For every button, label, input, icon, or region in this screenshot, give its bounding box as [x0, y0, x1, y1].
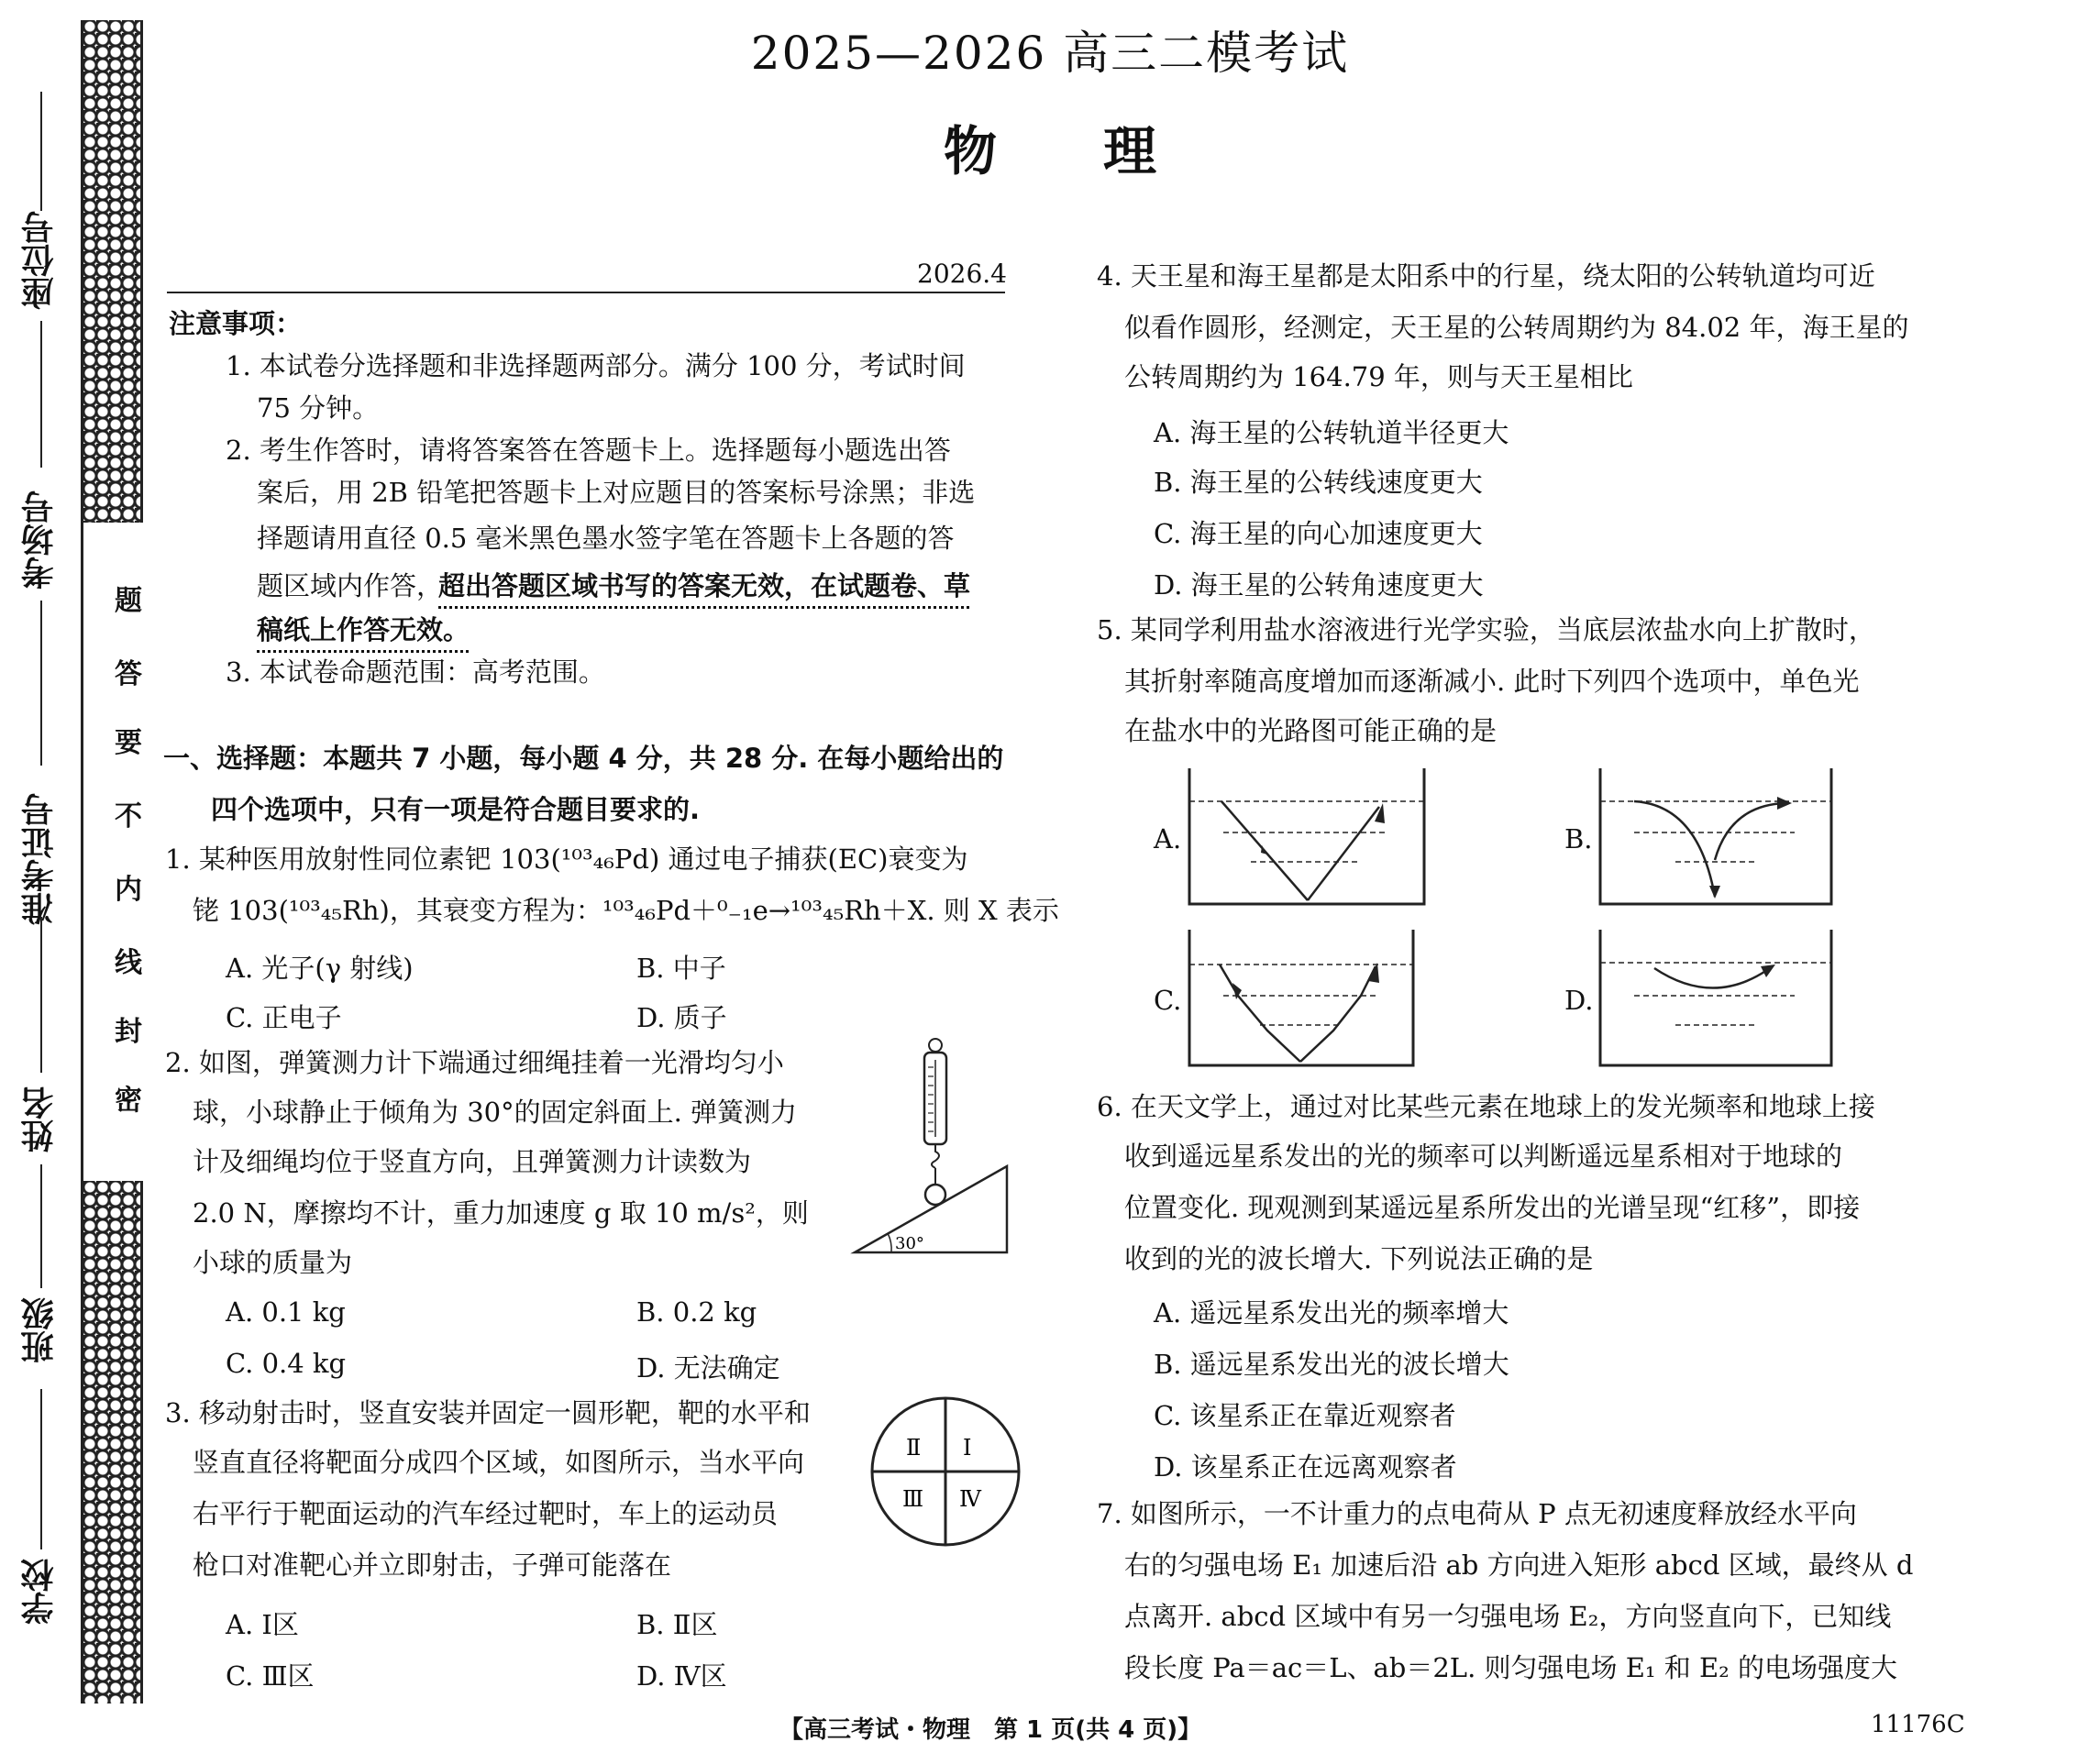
seat-number-label: 座位号	[21, 211, 59, 310]
option: B. 0.2 kg	[636, 1296, 757, 1328]
option: D. 该星系正在远离观察者	[1154, 1451, 1457, 1483]
light-path-a	[1187, 768, 1427, 906]
seal-char: 不	[115, 800, 142, 832]
question-text: 计及细绳均位于竖直方向，且弹簧测力计读数为	[193, 1146, 752, 1177]
question-text: 7. 如图所示，一不计重力的点电荷从 P 点无初速度释放经水平向	[1097, 1498, 1857, 1529]
question-text: 公转周期约为 164.79 年，则与天王星相比	[1124, 361, 1633, 392]
light-path-b	[1597, 768, 1834, 906]
question-text: 6. 在天文学上，通过对比某些元素在地球上的发光频率和地球上接	[1097, 1091, 1875, 1122]
option: A. 光子(γ 射线)	[226, 953, 414, 984]
region-label: Ⅳ	[959, 1486, 981, 1512]
exam-room-field[interactable]	[40, 321, 42, 468]
name-field[interactable]	[40, 917, 42, 1073]
question-text: 点离开. abcd 区域中有另一匀强电场 E₂，方向竖直向下，已知线	[1124, 1601, 1892, 1632]
exam-title: 2025—2026 高三二模考试	[750, 27, 1350, 80]
paper-code: 11176C	[1871, 1711, 1965, 1738]
seal-char: 封	[115, 1016, 142, 1048]
option: D. 海王星的公转角速度更大	[1154, 569, 1484, 601]
admission-number-label: 准考证号	[21, 793, 59, 925]
option: A. 遥远星系发出光的频率增大	[1154, 1297, 1509, 1329]
option: D. Ⅳ区	[636, 1660, 727, 1692]
class-field[interactable]	[40, 1164, 42, 1288]
page-footer: 【高三考试・物理 第 1 页(共 4 页)】	[779, 1716, 1202, 1744]
header-rule	[167, 292, 1005, 293]
figure-label-a: A.	[1154, 823, 1182, 854]
question-text: 3. 移动射击时，竖直安装并固定一圆形靶，靶的水平和	[165, 1397, 811, 1428]
question-text: 铑 103(¹⁰³₄₅Rh)，其衰变方程为：¹⁰³₄₆Pd＋⁰₋₁e→¹⁰³₄₅Rh＋X. 则 X 表示	[193, 895, 1059, 926]
notice-item: 题区域内作答，	[257, 570, 444, 601]
seal-char: 答	[115, 658, 142, 690]
option: B. Ⅱ区	[636, 1609, 718, 1640]
class-label: 班级	[21, 1297, 59, 1363]
question-text: 收到的光的波长增大. 下列说法正确的是	[1124, 1243, 1594, 1274]
section-heading: 四个选项中，只有一项是符合题目要求的.	[211, 794, 701, 825]
notice-item: 案后，用 2B 铅笔把答题卡上对应题目的答案标号涂黑；非选	[257, 477, 976, 508]
angle-label: 30°	[895, 1234, 924, 1253]
question-text: 枪口对准靶心并立即射击，子弹可能落在	[193, 1549, 672, 1581]
option: B. 海王星的公转线速度更大	[1154, 467, 1483, 498]
option: A. 海王星的公转轨道半径更大	[1154, 417, 1509, 448]
seal-char: 题	[115, 585, 142, 617]
border-pattern-bottom	[81, 1181, 143, 1703]
notice-item: 75 分钟。	[257, 392, 380, 424]
exam-date: 2026.4	[917, 259, 1007, 289]
notice-item-emphasis: 稿纸上作答无效。	[257, 614, 470, 645]
figure-label-d: D.	[1564, 985, 1594, 1016]
school-label: 学校	[21, 1559, 59, 1625]
question-text: 小球的质量为	[193, 1247, 353, 1278]
question-text: 右的匀强电场 E₁ 加速后沿 ab 方向进入矩形 abcd 区域，最终从 d	[1124, 1549, 1914, 1581]
question-text: 球，小球静止于倾角为 30°的固定斜面上. 弹簧测力	[193, 1097, 798, 1128]
region-label: Ⅲ	[902, 1486, 924, 1512]
region-label: Ⅰ	[963, 1435, 972, 1461]
question-text: 5. 某同学利用盐水溶液进行光学实验，当底层浓盐水向上扩散时，	[1097, 614, 1875, 645]
exam-room-label: 考场号	[21, 491, 59, 590]
name-label: 姓名	[21, 1086, 59, 1152]
light-path-d	[1597, 930, 1834, 1067]
question-text: 其折射率随高度增加而逐渐减小. 此时下列四个选项中，单色光	[1124, 666, 1860, 697]
spring-scale-figure	[844, 1036, 1018, 1256]
question-text: 右平行于靶面运动的汽车经过靶时，车上的运动员	[193, 1498, 779, 1529]
option: D. 无法确定	[636, 1352, 780, 1384]
admission-number-field[interactable]	[40, 601, 42, 766]
option: C. 正电子	[226, 1002, 342, 1033]
question-text: 1. 某种医用放射性同位素钯 103(¹⁰³₄₆Pd) 通过电子捕获(EC)衰变为	[165, 843, 968, 875]
figure-label-c: C.	[1154, 985, 1182, 1016]
question-text: 竖直直径将靶面分成四个区域，如图所示，当水平向	[193, 1447, 805, 1478]
question-text: 似看作圆形，经测定，天王星的公转周期约为 84.02 年，海王星的	[1124, 312, 1909, 343]
question-text: 4. 天王星和海王星都是太阳系中的行星，绕太阳的公转轨道均可近	[1097, 260, 1875, 292]
notice-heading: 注意事项：	[169, 308, 303, 339]
region-label: Ⅱ	[906, 1435, 922, 1461]
seal-char: 密	[115, 1085, 142, 1117]
notice-item: 2. 考生作答时，请将答案答在答题卡上。选择题每小题选出答	[226, 435, 951, 466]
question-text: 2.0 N，摩擦均不计，重力加速度 g 取 10 m/s²，则	[193, 1197, 809, 1229]
seal-char: 内	[115, 874, 142, 906]
notice-item: 择题请用直径 0.5 毫米黑色墨水签字笔在答题卡上各题的答	[257, 523, 955, 554]
option: C. 0.4 kg	[226, 1348, 347, 1379]
notice-item: 1. 本试卷分选择题和非选择题两部分。满分 100 分，考试时间	[226, 350, 966, 381]
school-field[interactable]	[40, 1389, 42, 1549]
notice-item: 3. 本试卷命题范围：高考范围。	[226, 656, 605, 688]
question-text: 2. 如图，弹簧测力计下端通过细绳挂着一光滑均匀小	[165, 1047, 784, 1078]
question-text: 位置变化. 现观测到某遥远星系所发出的光谱呈现“红移”，即接	[1124, 1192, 1861, 1223]
option: B. 中子	[636, 953, 726, 984]
option: A. Ⅰ区	[226, 1609, 299, 1640]
seal-char: 要	[115, 727, 142, 759]
light-path-c	[1187, 930, 1416, 1067]
option: C. 海王星的向心加速度更大	[1154, 518, 1483, 549]
section-heading: 一、选择题：本题共 7 小题，每小题 4 分，共 28 分. 在每小题给出的	[163, 743, 1004, 774]
subject-title: 物 理	[943, 120, 1156, 182]
target-figure	[868, 1394, 1023, 1549]
seal-char: 线	[115, 947, 142, 979]
option: D. 质子	[636, 1002, 727, 1033]
border-pattern-top	[81, 20, 143, 523]
notice-item-emphasis: 超出答题区域书写的答案无效，在试题卷、草	[438, 570, 971, 601]
incline	[855, 1166, 1007, 1252]
option: C. 该星系正在靠近观察者	[1154, 1400, 1456, 1431]
question-text: 收到遥远星系发出的光的频率可以判断遥远星系相对于地球的	[1124, 1141, 1843, 1172]
option: B. 遥远星系发出光的波长增大	[1154, 1349, 1509, 1380]
option: C. Ⅲ区	[226, 1660, 315, 1692]
question-text: 在盐水中的光路图可能正确的是	[1124, 715, 1498, 746]
binding-line	[81, 523, 83, 1181]
question-text: 段长度 Pa＝ac＝L、ab＝2L. 则匀强电场 E₁ 和 E₂ 的电场强度大	[1124, 1652, 1897, 1683]
figure-label-b: B.	[1564, 823, 1593, 854]
option: A. 0.1 kg	[226, 1296, 346, 1328]
